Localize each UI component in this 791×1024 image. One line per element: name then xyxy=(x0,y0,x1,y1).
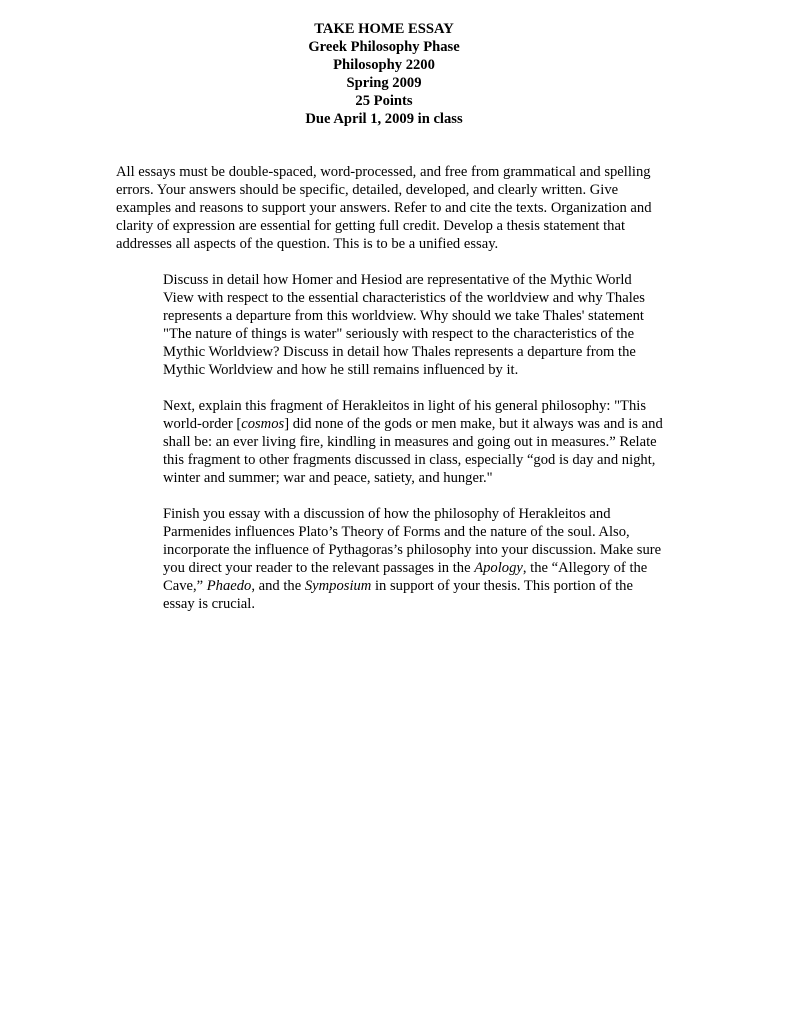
text-line: Mythic Worldview and how he still remains influenced by it. xyxy=(163,362,519,378)
text-line: errors. Your answers should be specific, detailed, developed, and clearly written. Give xyxy=(116,182,619,198)
text-line: incorporate the influence of Pythagoras’s philosophy into your discussion. Make sure xyxy=(163,542,662,558)
italic-title-phaedo: Phaedo xyxy=(206,578,252,594)
text-line: represents a departure from this worldview. Why should we take Thales' statement xyxy=(163,308,644,324)
header-course: Philosophy 2200 xyxy=(333,57,435,73)
text-span: , the “Allegory of the xyxy=(522,560,648,576)
text-line: this fragment to other fragments discussed in class, especially “god is day and night, xyxy=(163,452,656,468)
italic-title-apology: Apology xyxy=(474,560,523,576)
header-points: 25 Points xyxy=(355,93,413,109)
text-line: addresses all aspects of the question. This is to be a unified essay. xyxy=(116,236,499,252)
instructions-paragraph xyxy=(116,163,696,253)
text-span: ] did none of the gods or men make, but it always was and is and xyxy=(284,416,663,432)
text-span: world-order [ xyxy=(163,416,242,432)
text-line xyxy=(163,577,703,595)
header-title: TAKE HOME ESSAY xyxy=(314,21,454,37)
text-line xyxy=(163,559,703,577)
text-line: Finish you essay with a discussion of how the philosophy of Herakleitos and xyxy=(163,506,611,522)
text-line: winter and summer; war and peace, satiety, and hunger." xyxy=(163,470,493,486)
text-line: examples and reasons to support your answers. Refer to and cite the texts. Organization and xyxy=(116,200,652,216)
text-line: "The nature of things is water" seriously with respect to the characteristics of the xyxy=(163,326,635,342)
essay-prompt-plato xyxy=(163,505,703,613)
essay-prompt-mythic-worldview xyxy=(163,271,703,379)
italic-term: cosmos xyxy=(241,416,285,432)
text-span: in support of your thesis. This portion of the xyxy=(371,578,633,594)
header-subtitle: Greek Philosophy Phase xyxy=(308,39,460,55)
text-span: , and the xyxy=(251,578,305,594)
text-line: shall be: an ever living fire, kindling in measures and going out in measures.” Relate xyxy=(163,434,657,450)
text-line: clarity of expression are essential for getting full credit. Develop a thesis statement that xyxy=(116,218,625,234)
text-line xyxy=(163,415,703,433)
text-line: All essays must be double-spaced, word-processed, and free from grammatical and spelling xyxy=(116,164,651,180)
document-header xyxy=(0,20,768,128)
header-term: Spring 2009 xyxy=(346,75,422,91)
text-line: Parmenides influences Plato’s Theory of Forms and the nature of the soul. Also, xyxy=(163,524,630,540)
text-line: essay is crucial. xyxy=(163,596,255,612)
italic-title-symposium: Symposium xyxy=(304,578,372,594)
text-line: Mythic Worldview? Discuss in detail how Thales represents a departure from the xyxy=(163,344,636,360)
essay-prompt-herakleitos xyxy=(163,397,703,487)
text-line: View with respect to the essential characteristics of the worldview and why Thales xyxy=(163,290,645,306)
text-line: Next, explain this fragment of Herakleitos in light of his general philosophy: "This xyxy=(163,398,646,414)
header-due-date: Due April 1, 2009 in class xyxy=(305,111,463,127)
text-span: Cave,” xyxy=(163,578,207,594)
text-line: Discuss in detail how Homer and Hesiod are representative of the Mythic World xyxy=(163,272,632,288)
text-span: you direct your reader to the relevant passages in the xyxy=(163,560,475,576)
